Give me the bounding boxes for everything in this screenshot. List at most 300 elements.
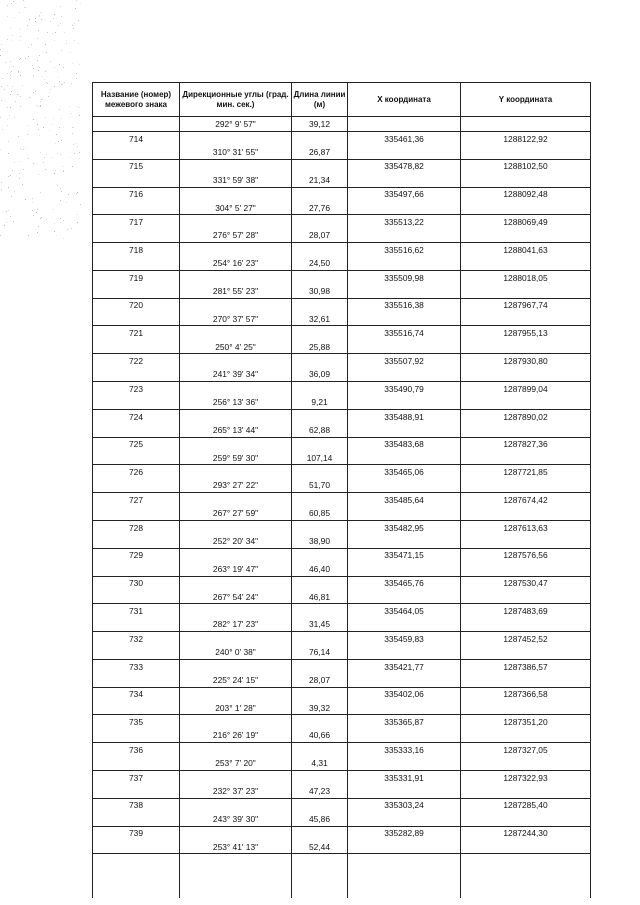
line-length-cell: 39,12 <box>292 117 348 132</box>
y-coordinate-cell: 1287613,63 <box>461 520 591 534</box>
scan-speck <box>37 38 38 39</box>
table-row <box>93 576 591 590</box>
direction-angle-cell <box>180 520 292 534</box>
x-coordinate-cell <box>348 534 461 548</box>
x-coordinate-cell <box>348 757 461 771</box>
table-row <box>93 312 591 326</box>
line-length-cell: 47,23 <box>292 784 348 798</box>
line-length-cell: 32,61 <box>292 312 348 326</box>
x-coordinate-cell: 335331,91 <box>348 770 461 784</box>
x-coordinate-cell <box>348 145 461 159</box>
scan-speck <box>7 51 8 52</box>
scan-speck <box>41 99 42 100</box>
scan-speck <box>37 208 38 209</box>
direction-angle-cell: 310° 31' 55" <box>180 145 292 159</box>
scan-speck <box>26 7 27 8</box>
scan-speck <box>77 106 78 107</box>
scan-speck <box>8 187 9 188</box>
line-length-cell: 46,81 <box>292 590 348 604</box>
table-row <box>93 562 591 576</box>
y-coordinate-cell <box>461 812 591 826</box>
scan-speck <box>47 32 48 33</box>
scan-speck <box>67 229 68 230</box>
line-length-cell: 46,40 <box>292 562 348 576</box>
scan-speck <box>63 171 64 172</box>
x-coordinate-cell: 335465,76 <box>348 576 461 590</box>
scan-speck <box>66 43 67 44</box>
x-coordinate-cell: 335483,68 <box>348 437 461 451</box>
scan-speck <box>56 134 57 135</box>
y-coordinate-cell: 1287327,05 <box>461 743 591 757</box>
scan-speck <box>0 235 1 236</box>
direction-angle-cell <box>180 493 292 507</box>
x-coordinate-cell <box>348 701 461 715</box>
scan-speck <box>59 109 60 110</box>
scan-speck <box>60 6 61 7</box>
scan-speck <box>28 125 29 126</box>
scan-speck <box>59 127 60 128</box>
scan-speck <box>57 153 58 154</box>
marker-name-cell <box>93 312 180 326</box>
line-length-cell <box>292 382 348 396</box>
marker-name-cell: 733 <box>93 659 180 673</box>
scan-speck <box>33 163 34 164</box>
y-coordinate-cell <box>461 368 591 382</box>
scan-speck <box>60 222 61 223</box>
marker-name-cell <box>93 840 180 854</box>
scan-speck <box>24 7 25 8</box>
scan-speck <box>62 84 63 85</box>
scan-speck <box>10 28 11 29</box>
table-row <box>93 284 591 298</box>
scan-speck <box>27 25 28 26</box>
scan-speck <box>1 182 2 183</box>
direction-angle-cell <box>180 659 292 673</box>
scan-speck <box>11 40 12 41</box>
line-length-cell <box>292 215 348 229</box>
x-coordinate-cell: 335478,82 <box>348 159 461 173</box>
table-row <box>93 798 591 812</box>
line-length-cell <box>292 159 348 173</box>
x-coordinate-cell: 335421,77 <box>348 659 461 673</box>
scan-speck <box>38 30 39 31</box>
x-coordinate-cell <box>348 812 461 826</box>
scan-speck <box>32 65 33 66</box>
direction-angle-cell: 243° 39' 30" <box>180 812 292 826</box>
table-row <box>93 659 591 673</box>
direction-angle-cell: 253° 7' 20" <box>180 757 292 771</box>
x-coordinate-cell: 335459,83 <box>348 632 461 646</box>
line-length-cell <box>292 409 348 423</box>
scan-speck <box>74 153 75 154</box>
y-coordinate-cell: 1287483,69 <box>461 604 591 618</box>
scan-speck <box>76 143 77 144</box>
line-length-cell: 27,76 <box>292 201 348 215</box>
header-line-length: Длина линии (м) <box>292 83 348 117</box>
scan-speck <box>18 136 19 137</box>
line-length-cell: 40,66 <box>292 729 348 743</box>
scan-speck <box>71 83 72 84</box>
scan-speck <box>40 12 41 13</box>
direction-angle-cell: 216° 26' 19" <box>180 729 292 743</box>
y-coordinate-cell <box>461 257 591 271</box>
line-length-cell <box>292 604 348 618</box>
scan-speck <box>80 3 81 4</box>
scan-speck <box>20 29 21 30</box>
marker-name-cell <box>93 757 180 771</box>
scan-speck <box>79 115 80 116</box>
line-length-cell <box>292 493 348 507</box>
direction-angle-cell: 241° 39' 34" <box>180 368 292 382</box>
direction-angle-cell: 282° 17' 23" <box>180 618 292 632</box>
direction-angle-cell: 276° 57' 28" <box>180 229 292 243</box>
direction-angle-cell: 232° 37' 23" <box>180 784 292 798</box>
y-coordinate-cell: 1287576,56 <box>461 548 591 562</box>
scan-speck <box>76 193 77 194</box>
scan-speck <box>62 166 63 167</box>
scan-speck <box>76 0 77 1</box>
scan-speck <box>33 92 34 93</box>
table-row <box>93 395 591 409</box>
line-length-cell <box>292 576 348 590</box>
scan-speck <box>79 64 80 65</box>
scan-speck <box>8 153 9 154</box>
direction-angle-cell <box>180 548 292 562</box>
scan-speck <box>28 56 29 57</box>
line-length-cell: 31,45 <box>292 618 348 632</box>
scan-speck <box>19 178 20 179</box>
scan-speck <box>38 129 39 130</box>
y-coordinate-cell <box>461 618 591 632</box>
scan-speck <box>54 86 55 87</box>
scan-speck <box>36 22 37 23</box>
marker-name-cell: 714 <box>93 132 180 146</box>
scan-speck <box>27 134 28 135</box>
marker-name-cell: 730 <box>93 576 180 590</box>
x-coordinate-cell: 335490,79 <box>348 382 461 396</box>
scan-speck <box>45 117 46 118</box>
direction-angle-cell <box>180 132 292 146</box>
x-coordinate-cell: 335488,91 <box>348 409 461 423</box>
y-coordinate-cell <box>461 729 591 743</box>
marker-name-cell <box>93 423 180 437</box>
table-row <box>93 437 591 451</box>
line-length-cell: 28,07 <box>292 229 348 243</box>
scan-speck <box>10 175 11 176</box>
direction-angle-cell <box>180 743 292 757</box>
line-length-cell: 52,44 <box>292 840 348 854</box>
scan-speck <box>54 14 55 15</box>
x-coordinate-cell: 335482,95 <box>348 520 461 534</box>
scan-speck <box>55 32 56 33</box>
direction-angle-cell <box>180 187 292 201</box>
scan-speck <box>19 173 20 174</box>
scan-speck <box>37 232 38 233</box>
y-coordinate-cell <box>461 784 591 798</box>
y-coordinate-cell <box>461 229 591 243</box>
scan-speck <box>77 192 78 193</box>
direction-angle-cell: 304° 5' 27" <box>180 201 292 215</box>
marker-name-cell <box>93 201 180 215</box>
y-coordinate-cell <box>461 145 591 159</box>
y-coordinate-cell: 1287366,58 <box>461 687 591 701</box>
y-coordinate-cell: 1287674,42 <box>461 493 591 507</box>
direction-angle-cell: 293° 27' 22" <box>180 479 292 493</box>
scan-speck <box>39 67 40 68</box>
scan-speck <box>35 21 36 22</box>
scan-speck <box>9 115 10 116</box>
scan-speck <box>36 212 37 213</box>
scan-speck <box>23 169 24 170</box>
table-row <box>93 840 591 854</box>
scan-speck <box>33 215 34 216</box>
marker-name-cell: 734 <box>93 687 180 701</box>
scan-speck <box>61 16 62 17</box>
scan-speck <box>25 58 26 59</box>
table-row <box>93 145 591 159</box>
scan-speck <box>76 78 77 79</box>
marker-name-cell <box>93 729 180 743</box>
scan-speck <box>6 211 7 212</box>
scan-speck <box>46 82 47 83</box>
y-coordinate-cell <box>461 701 591 715</box>
direction-angle-cell <box>180 715 292 729</box>
table-row <box>93 117 591 132</box>
marker-name-cell: 722 <box>93 354 180 368</box>
marker-name-cell <box>93 368 180 382</box>
y-coordinate-cell: 1287244,30 <box>461 826 591 840</box>
y-coordinate-cell <box>461 757 591 771</box>
direction-angle-cell: 250° 4' 25" <box>180 340 292 354</box>
line-length-cell: 51,70 <box>292 479 348 493</box>
direction-angle-cell: 331° 59' 38" <box>180 173 292 187</box>
table-row <box>93 520 591 534</box>
scan-speck <box>58 25 59 26</box>
scan-speck <box>46 154 47 155</box>
scan-speck <box>60 218 61 219</box>
marker-name-cell <box>93 479 180 493</box>
scan-speck <box>38 70 39 71</box>
scan-speck <box>14 162 15 163</box>
scan-speck <box>35 18 36 19</box>
scan-speck <box>61 140 62 141</box>
scan-speck <box>72 25 73 26</box>
scan-speck <box>45 71 46 72</box>
line-length-cell <box>292 326 348 340</box>
marker-name-cell <box>93 618 180 632</box>
table-row <box>93 632 591 646</box>
x-coordinate-cell: 335485,64 <box>348 493 461 507</box>
y-coordinate-cell: 1288122,92 <box>461 132 591 146</box>
x-coordinate-cell: 335507,92 <box>348 354 461 368</box>
scan-speck <box>13 66 14 67</box>
direction-angle-cell <box>180 687 292 701</box>
scan-speck <box>66 40 67 41</box>
scan-speck <box>40 152 41 153</box>
scan-speck <box>42 76 43 77</box>
scan-speck <box>60 154 61 155</box>
scan-speck <box>54 67 55 68</box>
scan-speck <box>77 222 78 223</box>
x-coordinate-cell <box>348 229 461 243</box>
y-coordinate-cell <box>461 534 591 548</box>
scan-speck <box>11 3 12 4</box>
scan-speck <box>25 199 26 200</box>
scan-speck <box>18 72 19 73</box>
scan-speck <box>58 141 59 142</box>
y-coordinate-cell: 1288018,05 <box>461 270 591 284</box>
table-row <box>93 645 591 659</box>
scan-speck <box>70 52 71 53</box>
x-coordinate-cell: 335516,62 <box>348 243 461 257</box>
x-coordinate-cell <box>348 479 461 493</box>
x-coordinate-cell <box>348 423 461 437</box>
x-coordinate-cell <box>348 173 461 187</box>
scan-speck <box>2 51 3 52</box>
x-coordinate-cell <box>348 340 461 354</box>
scan-speck <box>64 32 65 33</box>
direction-angle-cell: 265° 13' 44" <box>180 423 292 437</box>
direction-angle-cell: 256° 13' 36" <box>180 395 292 409</box>
direction-angle-cell: 270° 37' 57" <box>180 312 292 326</box>
line-length-cell: 45,86 <box>292 812 348 826</box>
scan-speck <box>7 119 8 120</box>
y-coordinate-cell: 1287955,13 <box>461 326 591 340</box>
line-length-cell <box>292 798 348 812</box>
line-length-cell <box>292 854 348 899</box>
line-length-cell: 107,14 <box>292 451 348 465</box>
x-coordinate-cell <box>348 784 461 798</box>
y-coordinate-cell <box>461 423 591 437</box>
scan-speck <box>41 19 42 20</box>
line-length-cell: 21,34 <box>292 173 348 187</box>
line-length-cell: 4,31 <box>292 757 348 771</box>
direction-angle-cell: 252° 20' 34" <box>180 534 292 548</box>
x-coordinate-cell <box>348 312 461 326</box>
scan-speck <box>43 162 44 163</box>
boundary-coordinates-table <box>92 82 591 898</box>
line-length-cell <box>292 659 348 673</box>
y-coordinate-cell <box>461 645 591 659</box>
scan-speck <box>6 222 7 223</box>
x-coordinate-cell <box>348 590 461 604</box>
scan-speck <box>61 118 62 119</box>
marker-name-cell <box>93 284 180 298</box>
x-coordinate-cell: 335513,22 <box>348 215 461 229</box>
direction-angle-cell: 259° 59' 30" <box>180 451 292 465</box>
line-length-cell <box>292 687 348 701</box>
x-coordinate-cell <box>348 673 461 687</box>
marker-name-cell: 729 <box>93 548 180 562</box>
scan-speck <box>28 47 29 48</box>
scan-speck <box>53 118 54 119</box>
table-row <box>93 743 591 757</box>
scan-speck <box>4 89 5 90</box>
marker-name-cell <box>93 645 180 659</box>
table-row <box>93 784 591 798</box>
y-coordinate-cell <box>461 312 591 326</box>
line-length-cell <box>292 715 348 729</box>
scan-speck <box>38 174 39 175</box>
x-coordinate-cell: 335516,74 <box>348 326 461 340</box>
direction-angle-cell: 281° 55' 23" <box>180 284 292 298</box>
y-coordinate-cell: 1288102,50 <box>461 159 591 173</box>
scan-speck <box>56 235 57 236</box>
marker-name-cell <box>93 854 180 899</box>
scan-speck <box>10 107 11 108</box>
scan-speck <box>60 200 61 201</box>
marker-name-cell: 715 <box>93 159 180 173</box>
scan-speck <box>53 209 54 210</box>
x-coordinate-cell: 335365,87 <box>348 715 461 729</box>
scan-speck <box>8 141 9 142</box>
y-coordinate-cell <box>461 840 591 854</box>
y-coordinate-cell: 1288041,63 <box>461 243 591 257</box>
line-length-cell: 36,09 <box>292 368 348 382</box>
line-length-cell <box>292 548 348 562</box>
scan-speck <box>61 50 62 51</box>
line-length-cell <box>292 437 348 451</box>
scan-speck <box>4 225 5 226</box>
scan-speck <box>63 220 64 221</box>
scan-speck <box>0 117 1 118</box>
x-coordinate-cell: 335471,15 <box>348 548 461 562</box>
table-row <box>93 270 591 284</box>
scan-speck <box>8 210 9 211</box>
y-coordinate-cell: 1287930,80 <box>461 354 591 368</box>
x-coordinate-cell <box>348 645 461 659</box>
table-row <box>93 534 591 548</box>
x-coordinate-cell <box>348 854 461 899</box>
table-row <box>93 243 591 257</box>
scan-speck <box>1 190 2 191</box>
direction-angle-cell <box>180 354 292 368</box>
scan-speck <box>19 59 20 60</box>
table-row <box>93 854 591 899</box>
x-coordinate-cell <box>348 368 461 382</box>
y-coordinate-cell <box>461 507 591 521</box>
line-length-cell <box>292 826 348 840</box>
marker-name-cell: 721 <box>93 326 180 340</box>
scan-speck <box>78 20 79 21</box>
marker-name-cell <box>93 340 180 354</box>
y-coordinate-cell: 1287351,20 <box>461 715 591 729</box>
scan-speck <box>73 28 74 29</box>
scan-speck <box>78 43 79 44</box>
scan-speck <box>53 169 54 170</box>
marker-name-cell: 727 <box>93 493 180 507</box>
scan-speck <box>36 105 37 106</box>
marker-name-cell <box>93 145 180 159</box>
y-coordinate-cell <box>461 173 591 187</box>
scan-speck <box>40 192 41 193</box>
table-row <box>93 451 591 465</box>
table-row <box>93 257 591 271</box>
scan-speck <box>0 49 1 50</box>
scan-speck <box>2 78 3 79</box>
scan-speck <box>13 221 14 222</box>
table-row <box>93 340 591 354</box>
scan-speck <box>22 85 23 86</box>
direction-angle-cell <box>180 826 292 840</box>
scan-speck <box>54 40 55 41</box>
scan-speck <box>63 238 64 239</box>
scan-speck <box>38 106 39 107</box>
scan-speck <box>1 86 2 87</box>
scan-speck <box>10 78 11 79</box>
line-length-cell <box>292 298 348 312</box>
line-length-cell: 76,14 <box>292 645 348 659</box>
